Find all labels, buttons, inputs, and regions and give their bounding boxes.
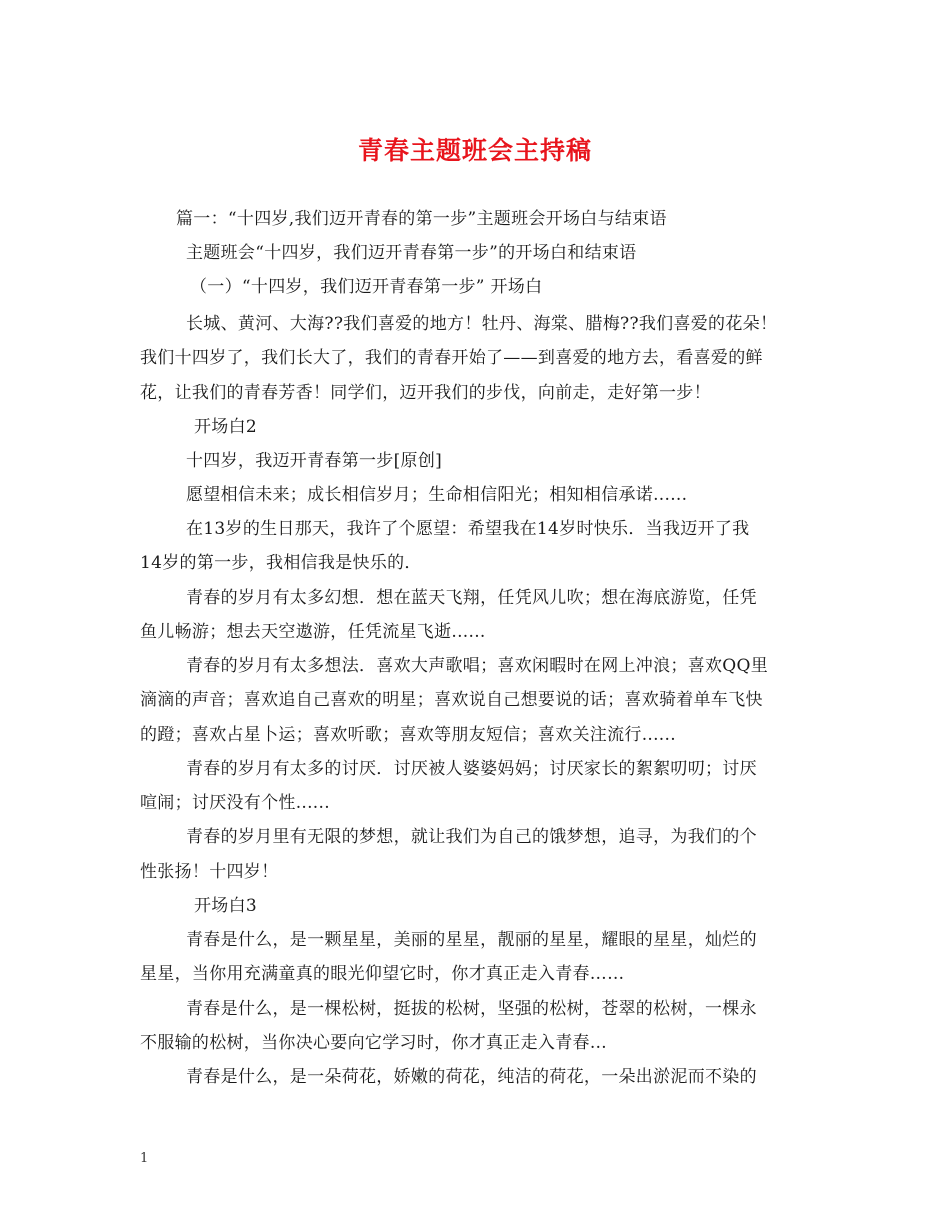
paragraph-line: （一）“十四岁，我们迈开青春第一步” 开场白	[190, 277, 543, 297]
paragraph-line: 青春是什么，是一棵松树，挺拔的松树，坚强的松树，苍翠的松树，一棵永	[186, 999, 757, 1019]
paragraph-line: 长城、黄河、大海??我们喜爱的地方！牡丹、海棠、腊梅??我们喜爱的花朵！	[186, 314, 778, 334]
paragraph-line: 花，让我们的青春芳香！同学们，迈开我们的步伐，向前走，走好第一步！	[140, 383, 711, 403]
document-title: 青春主题班会主持稿	[357, 136, 592, 165]
paragraph-line: 的蹬；喜欢占星卜运；喜欢听歌；喜欢等朋友短信；喜欢关注流行......	[140, 725, 676, 745]
paragraph-line: 十四岁，我迈开青春第一步[原创]	[186, 451, 443, 471]
paragraph-line: 青春是什么，是一朵荷花，娇嫩的荷花，纯洁的荷花，一朵出淤泥而不染的	[186, 1067, 757, 1087]
paragraph-line: 青春的岁月里有无限的梦想，就让我们为自己的饿梦想，追寻，为我们的个	[186, 827, 757, 847]
paragraph-line: 主题班会“十四岁，我们迈开青春第一步”的开场白和结束语	[186, 243, 637, 263]
paragraph-line: 我们十四岁了，我们长大了，我们的青春开始了——到喜爱的地方去，看喜爱的鲜	[140, 348, 763, 368]
paragraph-line: 喧闹；讨厌没有个性......	[140, 793, 330, 813]
paragraph-line: 性张扬！十四岁！	[140, 862, 279, 882]
paragraph-line: 14岁的第一步，我相信我是快乐的．	[140, 553, 422, 573]
paragraph-line: 鱼儿畅游；想去天空遨游，任凭流星飞逝......	[140, 622, 486, 642]
paragraph-line: 滴滴的声音；喜欢追自己喜欢的明星；喜欢说自己想要说的话；喜欢骑着单车飞快	[140, 690, 763, 710]
paragraph-line: 不服输的松树，当你决心要向它学习时，你才真正走入青春…	[140, 1033, 608, 1053]
paragraph-line: 青春的岁月有太多想法．喜欢大声歌唱；喜欢闲暇时在网上冲浪；喜欢QQ里	[186, 656, 769, 676]
paragraph-line: 青春是什么，是一颗星星，美丽的星星，靓丽的星星，耀眼的星星，灿烂的	[186, 930, 757, 950]
page-number: 1	[140, 1151, 149, 1166]
paragraph-line: 在13岁的生日那天，我许了个愿望：希望我在14岁时快乐．当我迈开了我	[186, 519, 750, 539]
paragraph-line: 青春的岁月有太多的讨厌．讨厌被人婆婆妈妈；讨厌家长的絮絮叨叨；讨厌	[186, 759, 757, 779]
paragraph-line: 篇一：“十四岁,我们迈开青春的第一步”主题班会开场白与结束语	[176, 209, 667, 229]
paragraph-line: 愿望相信未来；成长相信岁月；生命相信阳光；相知相信承诺......	[186, 485, 688, 505]
paragraph-line: 青春的岁月有太多幻想．想在蓝天飞翔，任凭风儿吹；想在海底游览，任凭	[186, 588, 757, 608]
section-heading: 开场白2	[194, 417, 258, 437]
paragraph-line: 星星，当你用充满童真的眼光仰望它时，你才真正走入青春……	[140, 964, 625, 984]
section-heading: 开场白3	[194, 896, 258, 916]
